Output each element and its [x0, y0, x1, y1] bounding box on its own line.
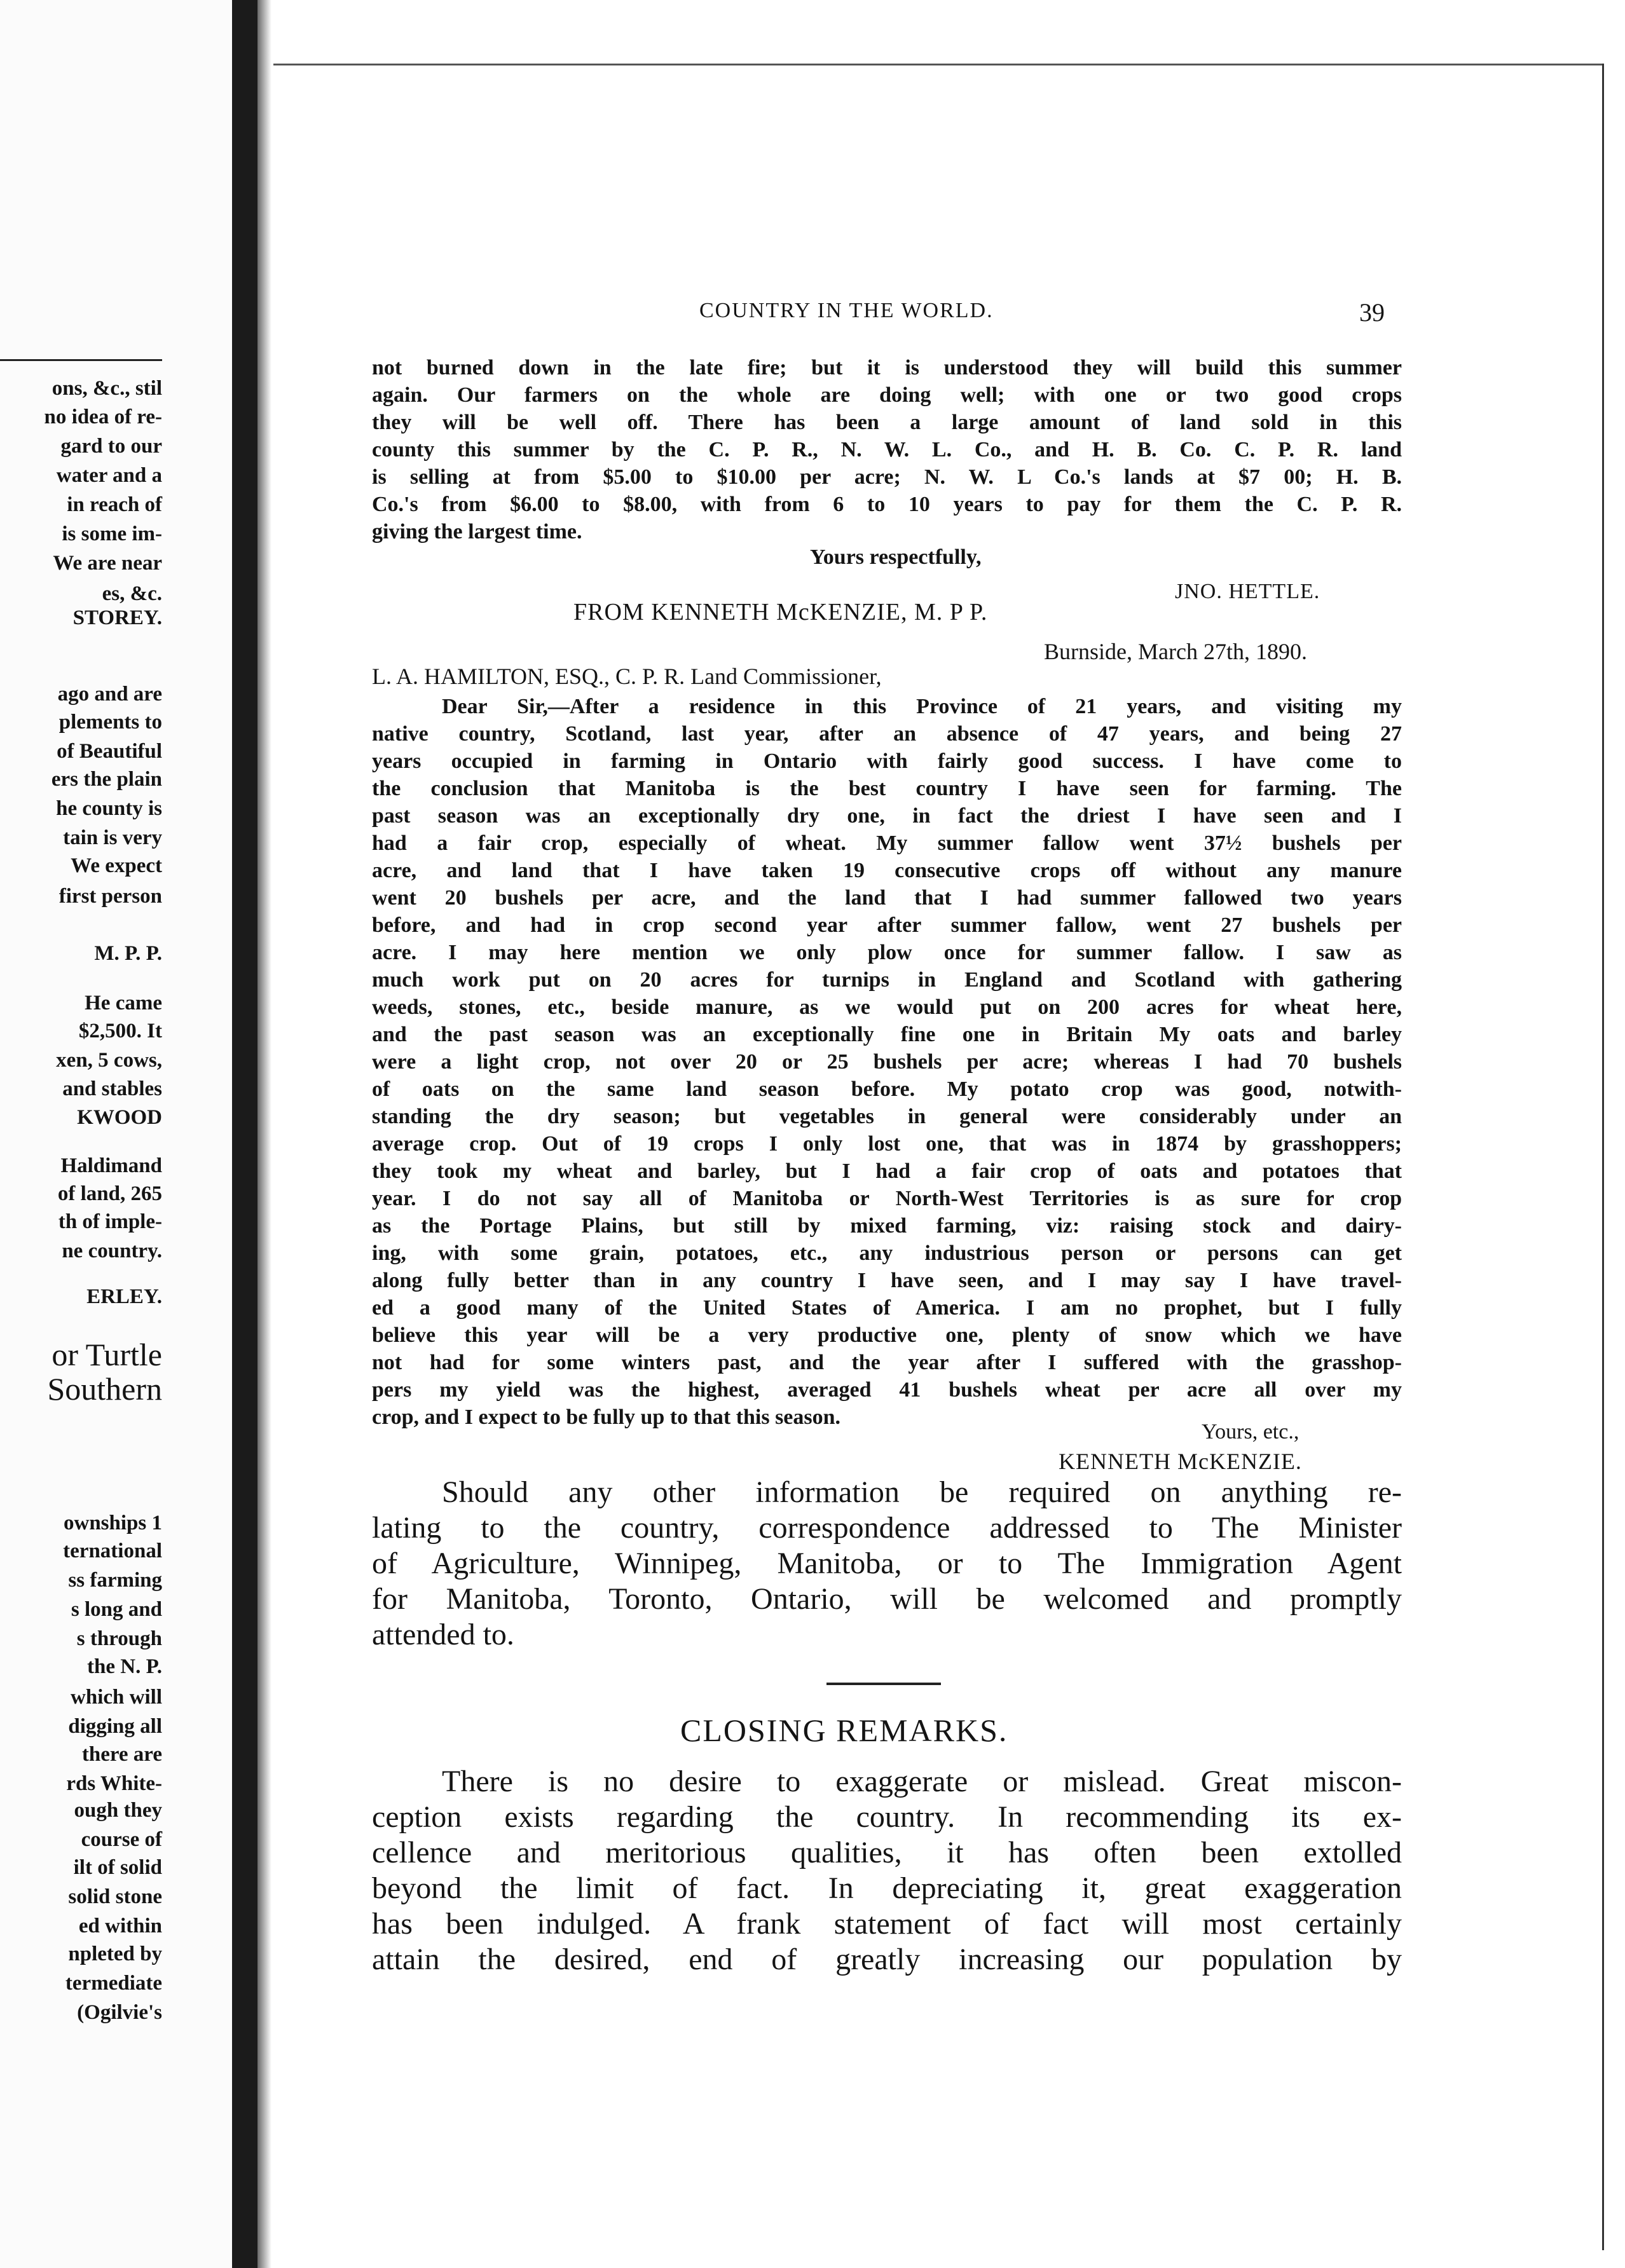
left-page-fragment: ERLEY. [86, 1285, 162, 1308]
left-page-fragment: there are [81, 1743, 162, 1766]
letter2-line: Dear Sir,—After a residence in this Province of 21 years, and visiting my [442, 695, 1402, 718]
letter2-line: along fully better than in any country I have seen, and I may say I have travel- [372, 1269, 1402, 1292]
left-page-fragment: ago and are [57, 683, 162, 706]
closing-line: attain the desired, end of greatly increasing our population by [372, 1943, 1402, 1976]
closing-line: beyond the limit of fact. In depreciating it, great exaggeration [372, 1871, 1402, 1905]
left-page-fragment: th of imple- [58, 1210, 162, 1233]
left-page-fragment: Haldimand [60, 1154, 162, 1177]
letter1-line: again. Our farmers on the whole are doing well; with one or two good crops [372, 383, 1402, 407]
letter2-line: crop, and I expect to be fully up to that this season. [372, 1405, 841, 1429]
left-page-fragment: ilt of solid [73, 1856, 162, 1879]
left-page-fragment: $2,500. It [78, 1020, 162, 1042]
left-page-fragment: ed within [78, 1915, 162, 1937]
closing-line: has been indulged. A frank statement of fact will most certainly [372, 1907, 1402, 1941]
information-paragraph [372, 1475, 1402, 1653]
letter2-line: year. I do not say all of Manitoba or North-West Territories is as sure for crop [372, 1187, 1402, 1210]
left-page-fragment: first person [58, 885, 162, 908]
left-page-fragment: ons, &c., stil [51, 377, 162, 400]
left-page-fragment: Southern [47, 1371, 162, 1407]
left-page-fragment: ers the plain [51, 768, 162, 791]
letter2-addressee: L. A. HAMILTON, ESQ., C. P. R. Land Commissioner, [372, 664, 882, 689]
left-page-fragment: ss farming [68, 1569, 162, 1592]
running-header: COUNTRY IN THE WORLD. [699, 299, 994, 322]
left-page-fragment: xen, 5 cows, [56, 1049, 162, 1072]
info-line: lating to the country, correspondence addressed to The Minister [372, 1511, 1402, 1545]
letter1-line: not burned down in the late fire; but it is understood they will build this summer [372, 356, 1402, 379]
letter2-line: the conclusion that Manitoba is the best country I have seen for farming. The [372, 777, 1402, 800]
left-page-fragment: ne country. [62, 1240, 162, 1262]
letter2-line: weeds, stones, etc., beside manure, as we would put on 200 acres for wheat here, [372, 995, 1402, 1019]
left-page-fragment: of land, 265 [57, 1182, 162, 1205]
letter1-line: is selling at from $5.00 to $10.00 per acre; N. W. L Co.'s lands at $7 00; H. B. [372, 465, 1402, 489]
page-right-edge [1602, 64, 1604, 2250]
letter2-line: years occupied in farming in Ontario with fairly good success. I have come to [372, 749, 1402, 773]
letter2-signature: KENNETH McKENZIE. [1059, 1449, 1302, 1474]
closing-line: ception exists regarding the country. In recommending its ex- [372, 1800, 1402, 1834]
info-line: for Manitoba, Toronto, Ontario, will be welcomed and promptly [372, 1582, 1402, 1616]
left-page-fragment: ough they [74, 1799, 162, 1822]
left-page-fragment: M. P. P. [94, 942, 162, 965]
page-top-edge [273, 64, 1602, 65]
info-line: Should any other information be required on anything re- [442, 1475, 1402, 1509]
letter2-line: past season was an exceptionally dry one, in fact the driest I have seen and I [372, 804, 1402, 828]
left-page-rule [0, 359, 162, 361]
letter2-line: much work put on 20 acres for turnips in England and Scotland with gathering [372, 968, 1402, 992]
letter2-line: average crop. Out of 19 crops I only lost one, that was in 1874 by grasshoppers; [372, 1132, 1402, 1156]
letter1-closing: Yours respectfully, [810, 545, 982, 569]
letter2-place-date: Burnside, March 27th, 1890. [1044, 639, 1307, 664]
letter1-line: county this summer by the C. P. R., N. W. L. Co., and H. B. Co. C. P. R. land [372, 438, 1402, 461]
left-page-fragment: water and a [56, 464, 162, 487]
left-page-fragment: tain is very [63, 826, 162, 849]
left-page-fragment: He came [85, 992, 162, 1014]
left-page-fragment: the N. P. [87, 1655, 162, 1678]
left-page-fragment: he county is [56, 797, 162, 820]
left-page-fragment: of Beautiful [57, 740, 162, 763]
letter2-line: had a fair crop, especially of wheat. My summer fallow went 37½ bushels per [372, 831, 1402, 855]
left-page-fragment: We are near [53, 552, 162, 575]
letter2-line: before, and had in crop second year after summer fallow, went 27 bushels per [372, 913, 1402, 937]
letter1-line: they will be well off. There has been a large amount of land sold in this [372, 411, 1402, 434]
letter2-line: they took my wheat and barley, but I had a fair crop of oats and potatoes that [372, 1159, 1402, 1183]
letter2-closing: Yours, etc., [1202, 1420, 1299, 1444]
letter2-line: ed a good many of the United States of America. I am no prophet, but I fully [372, 1296, 1402, 1320]
letter2-line: and the past season was an exceptionally fine one in Britain My oats and barley [372, 1023, 1402, 1046]
left-page-fragment: ownships 1 [64, 1512, 162, 1534]
left-page-fragment: termediate [65, 1972, 162, 1995]
letter2-line: pers my yield was the highest, averaged 41 bushels wheat per acre all over my [372, 1378, 1402, 1402]
letter2-line: went 20 bushels per acre, and the land that I had summer fallowed two years [372, 886, 1402, 910]
letter2-line: believe this year will be a very productive one, plenty of snow which we have [372, 1323, 1402, 1347]
info-line: of Agriculture, Winnipeg, Manitoba, or to The Immigration Agent [372, 1547, 1402, 1580]
left-page-fragment: in reach of [67, 493, 162, 516]
closing-line: cellence and meritorious qualities, it has often been extolled [372, 1836, 1402, 1869]
letter2-line: of oats on the same land season before. My potato crop was good, notwith- [372, 1077, 1402, 1101]
letter1-line: giving the largest time. [372, 520, 582, 543]
left-page-fragment: rds White- [66, 1772, 162, 1795]
letter2-line: acre, and land that I have taken 19 consecutive crops off without any manure [372, 859, 1402, 882]
letter2-heading: FROM KENNETH McKENZIE, M. P P. [573, 599, 988, 625]
left-page-fragment: s through [76, 1627, 162, 1650]
letter2-line: were a light crop, not over 20 or 25 bushels per acre; whereas I had 70 bushels [372, 1050, 1402, 1074]
left-page-fragment: npleted by [68, 1943, 162, 1965]
info-line: attended to. [372, 1618, 514, 1651]
left-page-fragment: es, &c. [102, 582, 162, 605]
left-page-fragment: is some im- [62, 523, 162, 545]
left-page-fragment: We expect [71, 854, 162, 877]
letter1-line: Co.'s from $6.00 to $8.00, with from 6 to 10 years to pay for them the C. P. R. [372, 493, 1402, 516]
letter2-line: ing, with some grain, potatoes, etc., any industrious person or persons can get [372, 1241, 1402, 1265]
left-page-fragment: course of [81, 1828, 162, 1851]
letter2-line: as the Portage Plains, but still by mixed farming, viz: raising stock and dairy- [372, 1214, 1402, 1238]
left-page-fragment: and stables [62, 1077, 162, 1100]
page-number: 39 [1359, 298, 1385, 327]
section-divider-rule [826, 1683, 941, 1685]
letter2-line: not had for some winters past, and the year after I suffered with the grasshop- [372, 1351, 1402, 1374]
left-page-fragment: s long and [71, 1598, 162, 1621]
left-page-fragment: ternational [63, 1540, 162, 1562]
left-page-fragment: no idea of re- [44, 406, 162, 428]
left-page-fragment: solid stone [68, 1885, 162, 1908]
left-page-fragment: KWOOD [77, 1106, 162, 1129]
letter2-line: acre. I may here mention we only plow once for summer fallow. I saw as [372, 941, 1402, 964]
left-page-fragment: gard to our [60, 435, 162, 458]
left-page-fragment: which will [71, 1686, 162, 1709]
letter2-body [372, 693, 1402, 1431]
letter1-body [372, 354, 1402, 545]
left-page-fragment: or Turtle [51, 1337, 162, 1372]
closing-remarks-paragraph [372, 1764, 1402, 1978]
closing-line: There is no desire to exaggerate or mislead. Great miscon- [442, 1765, 1402, 1798]
book-gutter [232, 0, 257, 2268]
left-facing-page [0, 0, 232, 2268]
letter1-signature: JNO. HETTLE. [1175, 580, 1320, 603]
letter2-line: standing the dry season; but vegetables in general were considerably under an [372, 1105, 1402, 1128]
left-page-fragment: digging all [68, 1715, 162, 1738]
closing-remarks-heading: CLOSING REMARKS. [680, 1712, 1008, 1748]
gutter-shadow [257, 0, 271, 2268]
left-page-fragment: plements to [58, 711, 162, 734]
letter2-line: native country, Scotland, last year, after an absence of 47 years, and being 27 [372, 722, 1402, 746]
left-page-fragment: STOREY. [72, 606, 162, 629]
left-page-fragment: (Ogilvie's [77, 2001, 162, 2024]
